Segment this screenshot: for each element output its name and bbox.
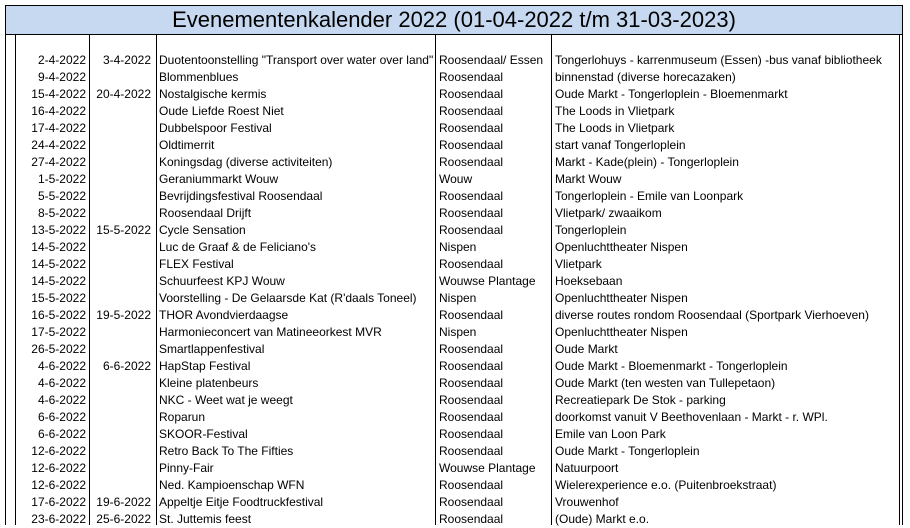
table-body	[6, 52, 902, 528]
place-cell: Roosendaal	[439, 359, 504, 373]
end-date-cell: 6-6-2022	[102, 359, 151, 373]
table-row	[6, 154, 902, 171]
location-cell: Vrouwenhof	[555, 495, 619, 509]
start-date-cell: 6-6-2022	[37, 427, 86, 441]
location-cell: diverse routes rondom Roosendaal (Sportpark Vierhoeven)	[555, 308, 869, 322]
table-row	[6, 290, 902, 307]
end-date-cell: 20-4-2022	[96, 87, 151, 101]
location-cell: start vanaf Tongerloplein	[555, 138, 686, 152]
place-cell: Roosendaal	[439, 189, 504, 203]
event-name-cell: Oldtimerrit	[159, 138, 215, 152]
event-name-cell: Smartlappenfestival	[159, 342, 265, 356]
place-cell: Roosendaal	[439, 223, 504, 237]
start-date-cell: 26-5-2022	[31, 342, 86, 356]
calendar-title: Evenementenkalender 2022 (01-04-2022 t/m 31-03-2023)	[5, 5, 903, 35]
table-row	[6, 341, 902, 358]
location-cell: Vlietpark	[555, 257, 602, 271]
location-cell: Emile van Loon Park	[555, 427, 666, 441]
start-date-cell: 2-4-2022	[37, 53, 86, 67]
location-cell: binnenstad (diverse horecazaken)	[555, 70, 736, 84]
place-cell: Wouw	[439, 172, 473, 186]
table-row	[6, 239, 902, 256]
location-cell: Hoeksebaan	[555, 274, 623, 288]
location-cell: Openluchttheater Nispen	[555, 291, 688, 305]
place-cell: Roosendaal	[439, 512, 504, 526]
place-cell: Wouwse Plantage	[439, 461, 536, 475]
location-cell: Markt - Kade(plein) - Tongerloplein	[555, 155, 739, 169]
table-row	[6, 256, 902, 273]
table-row	[6, 103, 902, 120]
place-cell: Roosendaal	[439, 444, 504, 458]
location-cell: (Oude) Markt e.o.	[555, 512, 650, 526]
end-date-cell: 19-6-2022	[96, 495, 151, 509]
location-cell: Markt Wouw	[555, 172, 622, 186]
start-date-cell: 15-4-2022	[31, 87, 86, 101]
place-cell: Roosendaal	[439, 495, 504, 509]
start-date-cell: 5-5-2022	[37, 189, 86, 203]
location-cell: The Loods in Vlietpark	[555, 104, 675, 118]
event-name-cell: Duotentoonstelling "Transport over water over land"	[159, 53, 434, 67]
table-row	[6, 171, 902, 188]
event-name-cell: Bevrijdingsfestival Roosendaal	[159, 189, 323, 203]
start-date-cell: 24-4-2022	[31, 138, 86, 152]
event-name-cell: Dubbelspoor Festival	[159, 121, 272, 135]
table-row	[6, 205, 902, 222]
start-date-cell: 4-6-2022	[37, 393, 86, 407]
event-table	[5, 35, 903, 525]
place-cell: Roosendaal	[439, 257, 504, 271]
table-row	[6, 273, 902, 290]
place-cell: Roosendaal	[439, 87, 504, 101]
place-cell: Roosendaal	[439, 121, 504, 135]
start-date-cell: 23-6-2022	[31, 512, 86, 526]
table-row	[6, 307, 902, 324]
table-row	[6, 511, 902, 528]
location-cell: Wielerexperience e.o. (Puitenbroekstraat)	[555, 478, 777, 492]
start-date-cell: 13-5-2022	[31, 223, 86, 237]
table-row	[6, 222, 902, 239]
table-row	[6, 52, 902, 69]
table-row	[6, 120, 902, 137]
event-name-cell: Ned. Kampioenschap WFN	[159, 478, 305, 492]
table-row	[6, 375, 902, 392]
location-cell: doorkomst vanuit V Beethovenlaan - Markt - r. WPl.	[555, 410, 828, 424]
location-cell: Oude Markt - Bloemenmarkt - Tongerloplein	[555, 359, 788, 373]
event-name-cell: Nostalgische kermis	[159, 87, 267, 101]
table-row	[6, 137, 902, 154]
event-name-cell: THOR Avondvierdaagse	[159, 308, 289, 322]
location-cell: Oude Markt - Tongerloplein - Bloemenmarkt	[555, 87, 788, 101]
place-cell: Nispen	[439, 325, 477, 339]
place-cell: Roosendaal	[439, 308, 504, 322]
table-row	[6, 392, 902, 409]
start-date-cell: 4-6-2022	[37, 376, 86, 390]
event-name-cell: Blommenblues	[159, 70, 239, 84]
place-cell: Roosendaal	[439, 342, 504, 356]
location-cell: Oude Markt	[555, 342, 618, 356]
location-cell: Tongerloplein - Emile van Loonpark	[555, 189, 744, 203]
start-date-cell: 12-6-2022	[31, 478, 86, 492]
event-name-cell: FLEX Festival	[159, 257, 234, 271]
table-row	[6, 69, 902, 86]
start-date-cell: 27-4-2022	[31, 155, 86, 169]
start-date-cell: 16-5-2022	[31, 308, 86, 322]
start-date-cell: 14-5-2022	[31, 274, 86, 288]
event-name-cell: Oude Liefde Roest Niet	[159, 104, 284, 118]
place-cell: Roosendaal	[439, 393, 504, 407]
location-cell: Oude Markt (ten westen van Tullepetaon)	[555, 376, 776, 390]
place-cell: Roosendaal/ Essen	[439, 53, 544, 67]
event-name-cell: Koningsdag (diverse activiteiten)	[159, 155, 333, 169]
event-name-cell: Cycle Sensation	[159, 223, 246, 237]
table-row	[6, 324, 902, 341]
table-row	[6, 494, 902, 511]
event-name-cell: Schuurfeest KPJ Wouw	[159, 274, 285, 288]
table-row	[6, 409, 902, 426]
event-name-cell: Retro Back To The Fifties	[159, 444, 294, 458]
table-row	[6, 477, 902, 494]
event-name-cell: Geraniummarkt Wouw	[159, 172, 279, 186]
event-name-cell: Roparun	[159, 410, 206, 424]
end-date-cell: 3-4-2022	[102, 53, 151, 67]
start-date-cell: 12-6-2022	[31, 444, 86, 458]
event-name-cell: Appeltje Eitje Foodtruckfestival	[159, 495, 324, 509]
start-date-cell: 6-6-2022	[37, 410, 86, 424]
place-cell: Wouwse Plantage	[439, 274, 536, 288]
event-name-cell: St. Juttemis feest	[159, 512, 252, 526]
start-date-cell: 15-5-2022	[31, 291, 86, 305]
table-row	[6, 358, 902, 375]
table-row	[6, 86, 902, 103]
table-row	[6, 426, 902, 443]
place-cell: Roosendaal	[439, 104, 504, 118]
place-cell: Roosendaal	[439, 70, 504, 84]
location-cell: Openluchttheater Nispen	[555, 240, 688, 254]
event-name-cell: Kleine platenbeurs	[159, 376, 259, 390]
place-cell: Nispen	[439, 291, 477, 305]
start-date-cell: 1-5-2022	[37, 172, 86, 186]
location-cell: Tongerloplein	[555, 223, 627, 237]
start-date-cell: 14-5-2022	[31, 240, 86, 254]
start-date-cell: 17-4-2022	[31, 121, 86, 135]
location-cell: Natuurpoort	[555, 461, 619, 475]
place-cell: Roosendaal	[439, 478, 504, 492]
place-cell: Roosendaal	[439, 427, 504, 441]
event-name-cell: NKC - Weet wat je weegt	[159, 393, 293, 407]
start-date-cell: 12-6-2022	[31, 461, 86, 475]
start-date-cell: 8-5-2022	[37, 206, 86, 220]
location-cell: Vlietpark/ zwaaikom	[555, 206, 662, 220]
location-cell: Tongerlohuys - karrenmuseum (Essen) -bus vanaf bibliotheek	[555, 53, 882, 67]
end-date-cell: 25-6-2022	[96, 512, 151, 526]
event-name-cell: Harmonieconcert van Matineeorkest MVR	[159, 325, 382, 339]
location-cell: Openluchttheater Nispen	[555, 325, 688, 339]
start-date-cell: 17-6-2022	[31, 495, 86, 509]
place-cell: Roosendaal	[439, 138, 504, 152]
start-date-cell: 16-4-2022	[31, 104, 86, 118]
event-name-cell: HapStap Festival	[159, 359, 251, 373]
end-date-cell: 19-5-2022	[96, 308, 151, 322]
location-cell: Oude Markt - Tongerloplein	[555, 444, 700, 458]
table-row	[6, 460, 902, 477]
table-row	[6, 188, 902, 205]
place-cell: Roosendaal	[439, 206, 504, 220]
start-date-cell: 14-5-2022	[31, 257, 86, 271]
start-date-cell: 17-5-2022	[31, 325, 86, 339]
place-cell: Roosendaal	[439, 155, 504, 169]
location-cell: The Loods in Vlietpark	[555, 121, 675, 135]
end-date-cell: 15-5-2022	[96, 223, 151, 237]
start-date-cell: 4-6-2022	[37, 359, 86, 373]
place-cell: Roosendaal	[439, 410, 504, 424]
place-cell: Roosendaal	[439, 376, 504, 390]
event-name-cell: Pinny-Fair	[159, 461, 214, 475]
event-name-cell: Voorstelling - De Gelaarsde Kat (R'daals Toneel)	[159, 291, 417, 305]
event-name-cell: Roosendaal Drijft	[159, 206, 252, 220]
table-row	[6, 443, 902, 460]
start-date-cell: 9-4-2022	[37, 70, 86, 84]
location-cell: Recreatiepark De Stok - parking	[555, 393, 726, 407]
place-cell: Nispen	[439, 240, 477, 254]
event-name-cell: SKOOR-Festival	[159, 427, 248, 441]
event-name-cell: Luc de Graaf & de Feliciano's	[159, 240, 317, 254]
